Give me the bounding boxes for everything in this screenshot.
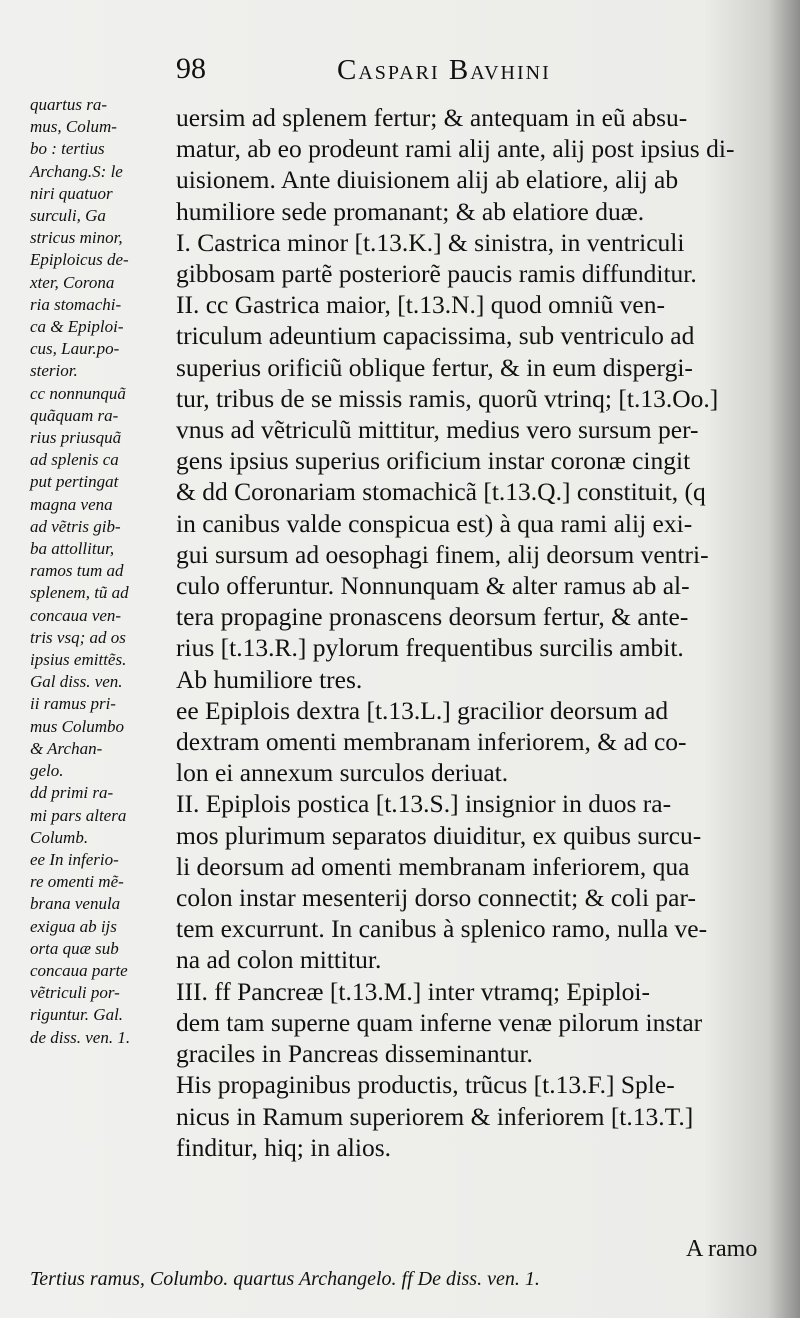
margin-note-line: orta quæ sub <box>30 938 119 958</box>
margin-note-line: ee In inferio- <box>30 849 119 869</box>
text-line: tem excurrunt. In canibus à splenico ramo, nulla ve- <box>176 914 708 944</box>
margin-note-line: cc nonnunquã <box>30 383 126 403</box>
text-line: matur, ab eo prodeunt rami alij ante, alij post ipsius di- <box>176 134 735 164</box>
margin-note-line: mus Columbo <box>30 716 124 736</box>
text-line: I. Castrica minor [t.13.K.] & sinistra, in ventriculi <box>176 227 685 257</box>
text-line: superius orificiũ oblique fertur, & in eum dispergi- <box>176 352 693 382</box>
text-line: dem tam superne quam inferne venæ pilorum instar <box>176 1007 703 1037</box>
margin-note-line: sterior. <box>30 361 78 381</box>
text-line: uersim ad splenem fertur; & antequam in eũ absu- <box>176 103 688 132</box>
text-line: tur, tribus de se missis ramis, quorũ vtrinq; [t.13.Oo.] <box>176 383 719 413</box>
margin-note-line: & Archan- <box>30 738 103 758</box>
margin-note-line: de diss. ven. 1. <box>30 1027 131 1047</box>
margin-note-line: gelo. <box>30 761 64 781</box>
margin-note-line: ba attollitur, <box>30 539 115 559</box>
margin-note-line: ria stomachi- <box>30 294 122 314</box>
margin-note-line: surculi, Ga <box>30 206 106 226</box>
text-line: graciles in Pancreas disseminantur. <box>176 1039 533 1069</box>
margin-note-line: riguntur. Gal. <box>30 1005 124 1025</box>
margin-note-line: re omenti mẽ- <box>30 872 124 892</box>
text-line: III. ff Pancreæ [t.13.M.] inter vtramq; Epiploi- <box>176 976 650 1006</box>
text-line: gens ipsius superius orificium instar coronæ cingit <box>176 446 691 476</box>
margin-note-line: Archang.S: le <box>30 161 123 181</box>
margin-note-line: ipsius emittẽs. <box>30 650 127 670</box>
text-line: II. Epiplois postica [t.13.S.] insignior in duos ra- <box>176 789 672 819</box>
margin-note-line: quartus ra- <box>30 95 107 114</box>
margin-note-line: Gal diss. ven. <box>30 672 123 692</box>
margin-note-line: put pertingat <box>30 472 119 492</box>
text-line: colon instar mesenterij dorso connectit; & coli par- <box>176 883 696 913</box>
margin-note-line: rius priusquã <box>30 428 122 448</box>
text-line: mos plurimum separatos diuiditur, ex quibus surcu- <box>176 820 702 850</box>
margin-note-line: magna vena <box>30 494 113 514</box>
running-head: Caspari Bavhini <box>337 54 551 86</box>
text-line: humiliore sede promanant; & ab elatiore duæ. <box>176 196 645 226</box>
text-line: ee Epiplois dextra [t.13.L.] gracilior deorsum ad <box>176 695 669 725</box>
text-line: triculum adeuntium capacissima, sub ventriculo ad <box>176 321 695 351</box>
margin-note-line: quãquam ra- <box>30 405 119 425</box>
margin-note-line: Columb. <box>30 827 89 847</box>
text-line: na ad colon mittitur. <box>176 945 382 975</box>
margin-note-line: bo : tertius <box>30 139 105 159</box>
margin-note-line: ad vẽtris gib- <box>30 516 121 536</box>
main-text-block <box>176 102 776 1163</box>
text-line: & dd Coronariam stomachicã [t.13.Q.] constituit, (q <box>176 477 706 507</box>
margin-note-line: dd primi ra- <box>30 783 114 803</box>
text-line: dextram omenti membranam inferiorem, & ad co- <box>176 727 687 757</box>
margin-note-line: mi pars altera <box>30 805 127 825</box>
margin-note-line: ii ramus pri- <box>30 694 116 714</box>
text-line: vnus ad vẽtriculũ mittitur, medius vero sursum per- <box>176 415 699 445</box>
margin-note-line: niri quatuor <box>30 183 113 203</box>
margin-note-line: cus, Laur.po- <box>30 339 120 359</box>
margin-note-line: ad splenis ca <box>30 450 119 470</box>
text-line: His propaginibus productis, trũcus [t.13.F.] Sple- <box>176 1070 675 1100</box>
margin-note-line: brana venula <box>30 894 121 914</box>
text-line: culo offeruntur. Nonnunquam & alter ramus ab al- <box>176 571 690 601</box>
text-line: Ab humiliore tres. <box>176 664 363 694</box>
margin-note-line: concaua ven- <box>30 605 122 625</box>
margin-note-line: ramos tum ad <box>30 561 124 581</box>
margin-note-line: splenem, tũ ad <box>30 583 129 603</box>
text-line: finditur, hiq; in alios. <box>176 1132 392 1162</box>
text-line: rius [t.13.R.] pylorum frequentibus surcilis ambit. <box>176 633 684 663</box>
text-line: gibbosam partẽ posteriorẽ paucis ramis diffunditur. <box>176 259 697 289</box>
text-line: in canibus valde conspicua est) à qua rami alij exi- <box>176 508 693 538</box>
margin-note-line: stricus minor, <box>30 228 123 248</box>
footer-note: Tertius ramus, Columbo. quartus Archangelo. ff De diss. ven. 1. <box>30 1268 540 1290</box>
margin-note-line: concaua parte <box>30 960 128 980</box>
page-number: 98 <box>176 52 206 85</box>
text-line: uisionem. Ante diuisionem alij ab elatiore, alij ab <box>176 165 679 195</box>
margin-note-line: tris vsq; ad os <box>30 627 126 647</box>
text-line: nicus in Ramum superiorem & inferiorem [t.13.T.] <box>176 1101 694 1131</box>
margin-note-line: mus, Colum- <box>30 117 117 137</box>
text-line: gui sursum ad oesophagi finem, alij deorsum ventri- <box>176 539 709 569</box>
text-line: tera propagine pronascens deorsum fertur, & ante- <box>176 602 689 632</box>
text-line: lon ei annexum surculos deriuat. <box>176 758 509 788</box>
margin-note-line: xter, Corona <box>30 272 115 292</box>
margin-note-line: vẽtriculi por- <box>30 983 120 1003</box>
margin-notes <box>30 94 170 1049</box>
margin-note-line: ca & Epiploi- <box>30 317 124 337</box>
text-line: li deorsum ad omenti membranam inferiorem, qua <box>176 851 690 881</box>
margin-note-line: exigua ab ijs <box>30 916 117 936</box>
margin-note-line: Epiploicus de- <box>30 250 129 270</box>
page-header <box>172 52 772 92</box>
text-line: II. cc Gastrica maior, [t.13.N.] quod omniũ ven- <box>176 290 665 320</box>
catchword: A ramo <box>686 1236 758 1262</box>
